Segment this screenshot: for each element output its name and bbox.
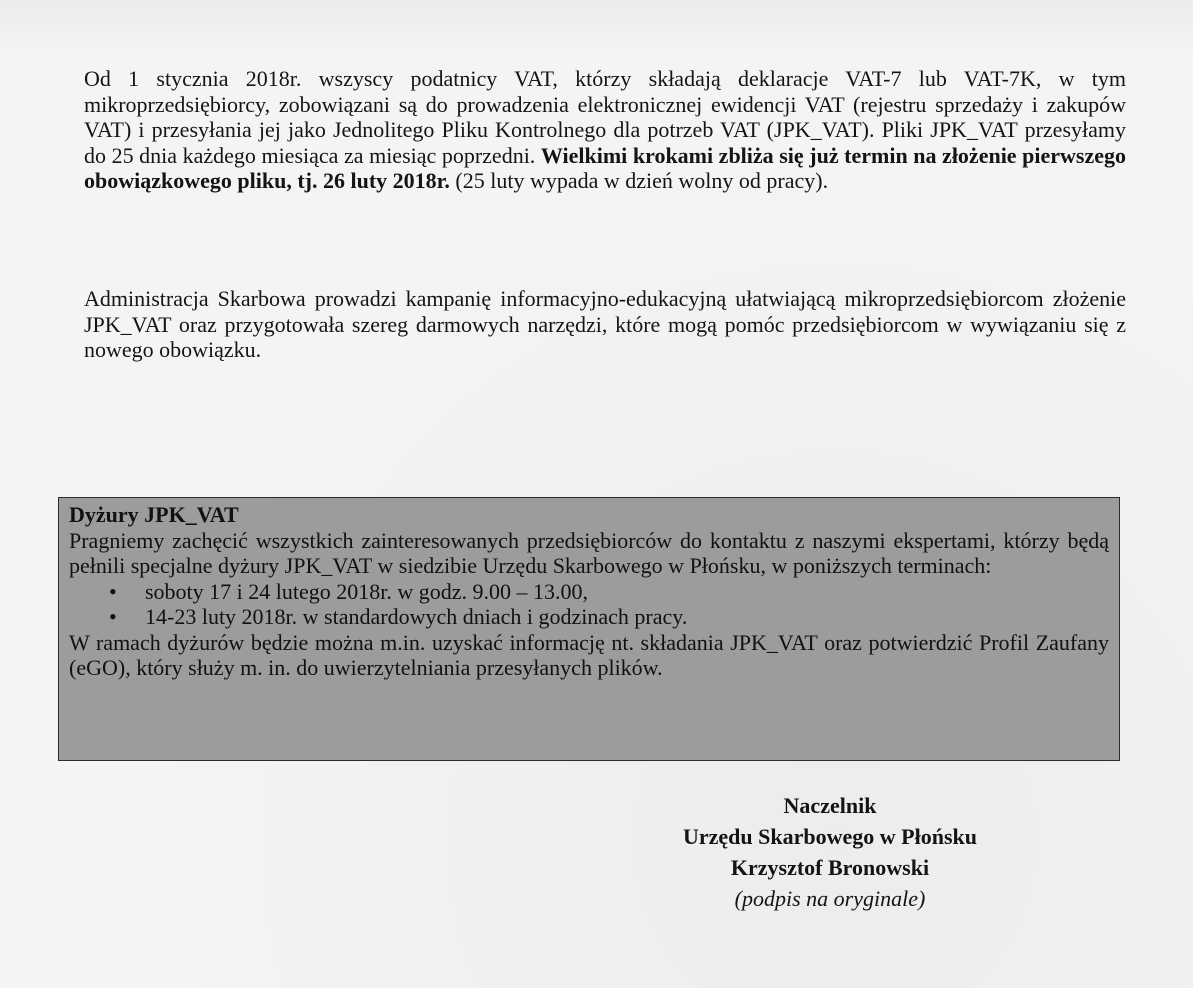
duty-hours-outro: W ramach dyżurów będzie można m.in. uzyskać informację nt. składania JPK_VAT oraz potwierdzić Profil Zaufany (eGO), który służy m. in. do uwierzytelniania przesyłanych plików.: [69, 629, 1109, 680]
paragraph-campaign: Administracja Skarbowa prowadzi kampanię informacyjno-edukacyjną ułatwiającą mikroprzedsiębiorcom złożenie JPK_VAT oraz przygotowała szereg darmowych narzędzi, które mogą pomóc przedsiębiorcom w wywiązaniu się z nowego obowiązku.: [84, 286, 1126, 362]
bullet-icon: •: [109, 604, 117, 629]
signature-office: Urzędu Skarbowego w Płońsku: [683, 824, 977, 849]
duty-hours-list: [69, 579, 1109, 630]
bullet-icon: •: [109, 578, 117, 604]
paragraph-jpk-obligation-text: Od 1 stycznia 2018r. wszyscy podatnicy VAT, którzy składają deklaracje VAT-7 lub VAT-7K, w tym mikroprzedsiębiorcy, zobowiązani są do prowadzenia elektronicznej ewidencji VAT (rejestru sprzedaży i zakupów VAT) i przesyłania jej jako Jednolitego Pliku Kontrolnego dla potrzeb VAT (JPK_VAT). Pliki JPK_VAT przesyłamy do 25 dnia każdego miesiąca za miesiąc poprzedni.: [84, 66, 1126, 168]
paragraph-jpk-obligation: [84, 66, 1126, 194]
list-item: [109, 579, 1109, 605]
duty-hours-title: Dyżury JPK_VAT: [69, 502, 239, 527]
list-item: [109, 604, 1109, 630]
list-item-text: soboty 17 i 24 lutego 2018r. w godz. 9.00 – 13.00,: [145, 578, 589, 604]
list-item-text: 14-23 luty 2018r. w standardowych dniach i godzinach pracy.: [145, 604, 688, 629]
signature-block: [630, 790, 1030, 914]
signature-title: Naczelnik: [783, 793, 877, 818]
signature-note: (podpis na oryginale): [734, 886, 926, 911]
duty-hours-box: [58, 497, 1120, 761]
deadline-bold-text: Wielkimi krokami zbliża się już termin na złożenie pierwszego obowiązkowego pliku, tj. 26 luty 2018r.: [84, 142, 1126, 193]
signature-name: Krzysztof Bronowski: [730, 855, 930, 880]
duty-hours-intro: Pragniemy zachęcić wszystkich zainteresowanych przedsiębiorców do kontaktu z naszymi ekspertami, którzy będą pełnili specjalne dyżury JPK_VAT w siedzibie Urzędu Skarbowego w Płońsku, w poniższych terminach:: [69, 527, 1109, 578]
paragraph-jpk-obligation-note: (25 luty wypada w dzień wolny od pracy).: [449, 168, 829, 193]
